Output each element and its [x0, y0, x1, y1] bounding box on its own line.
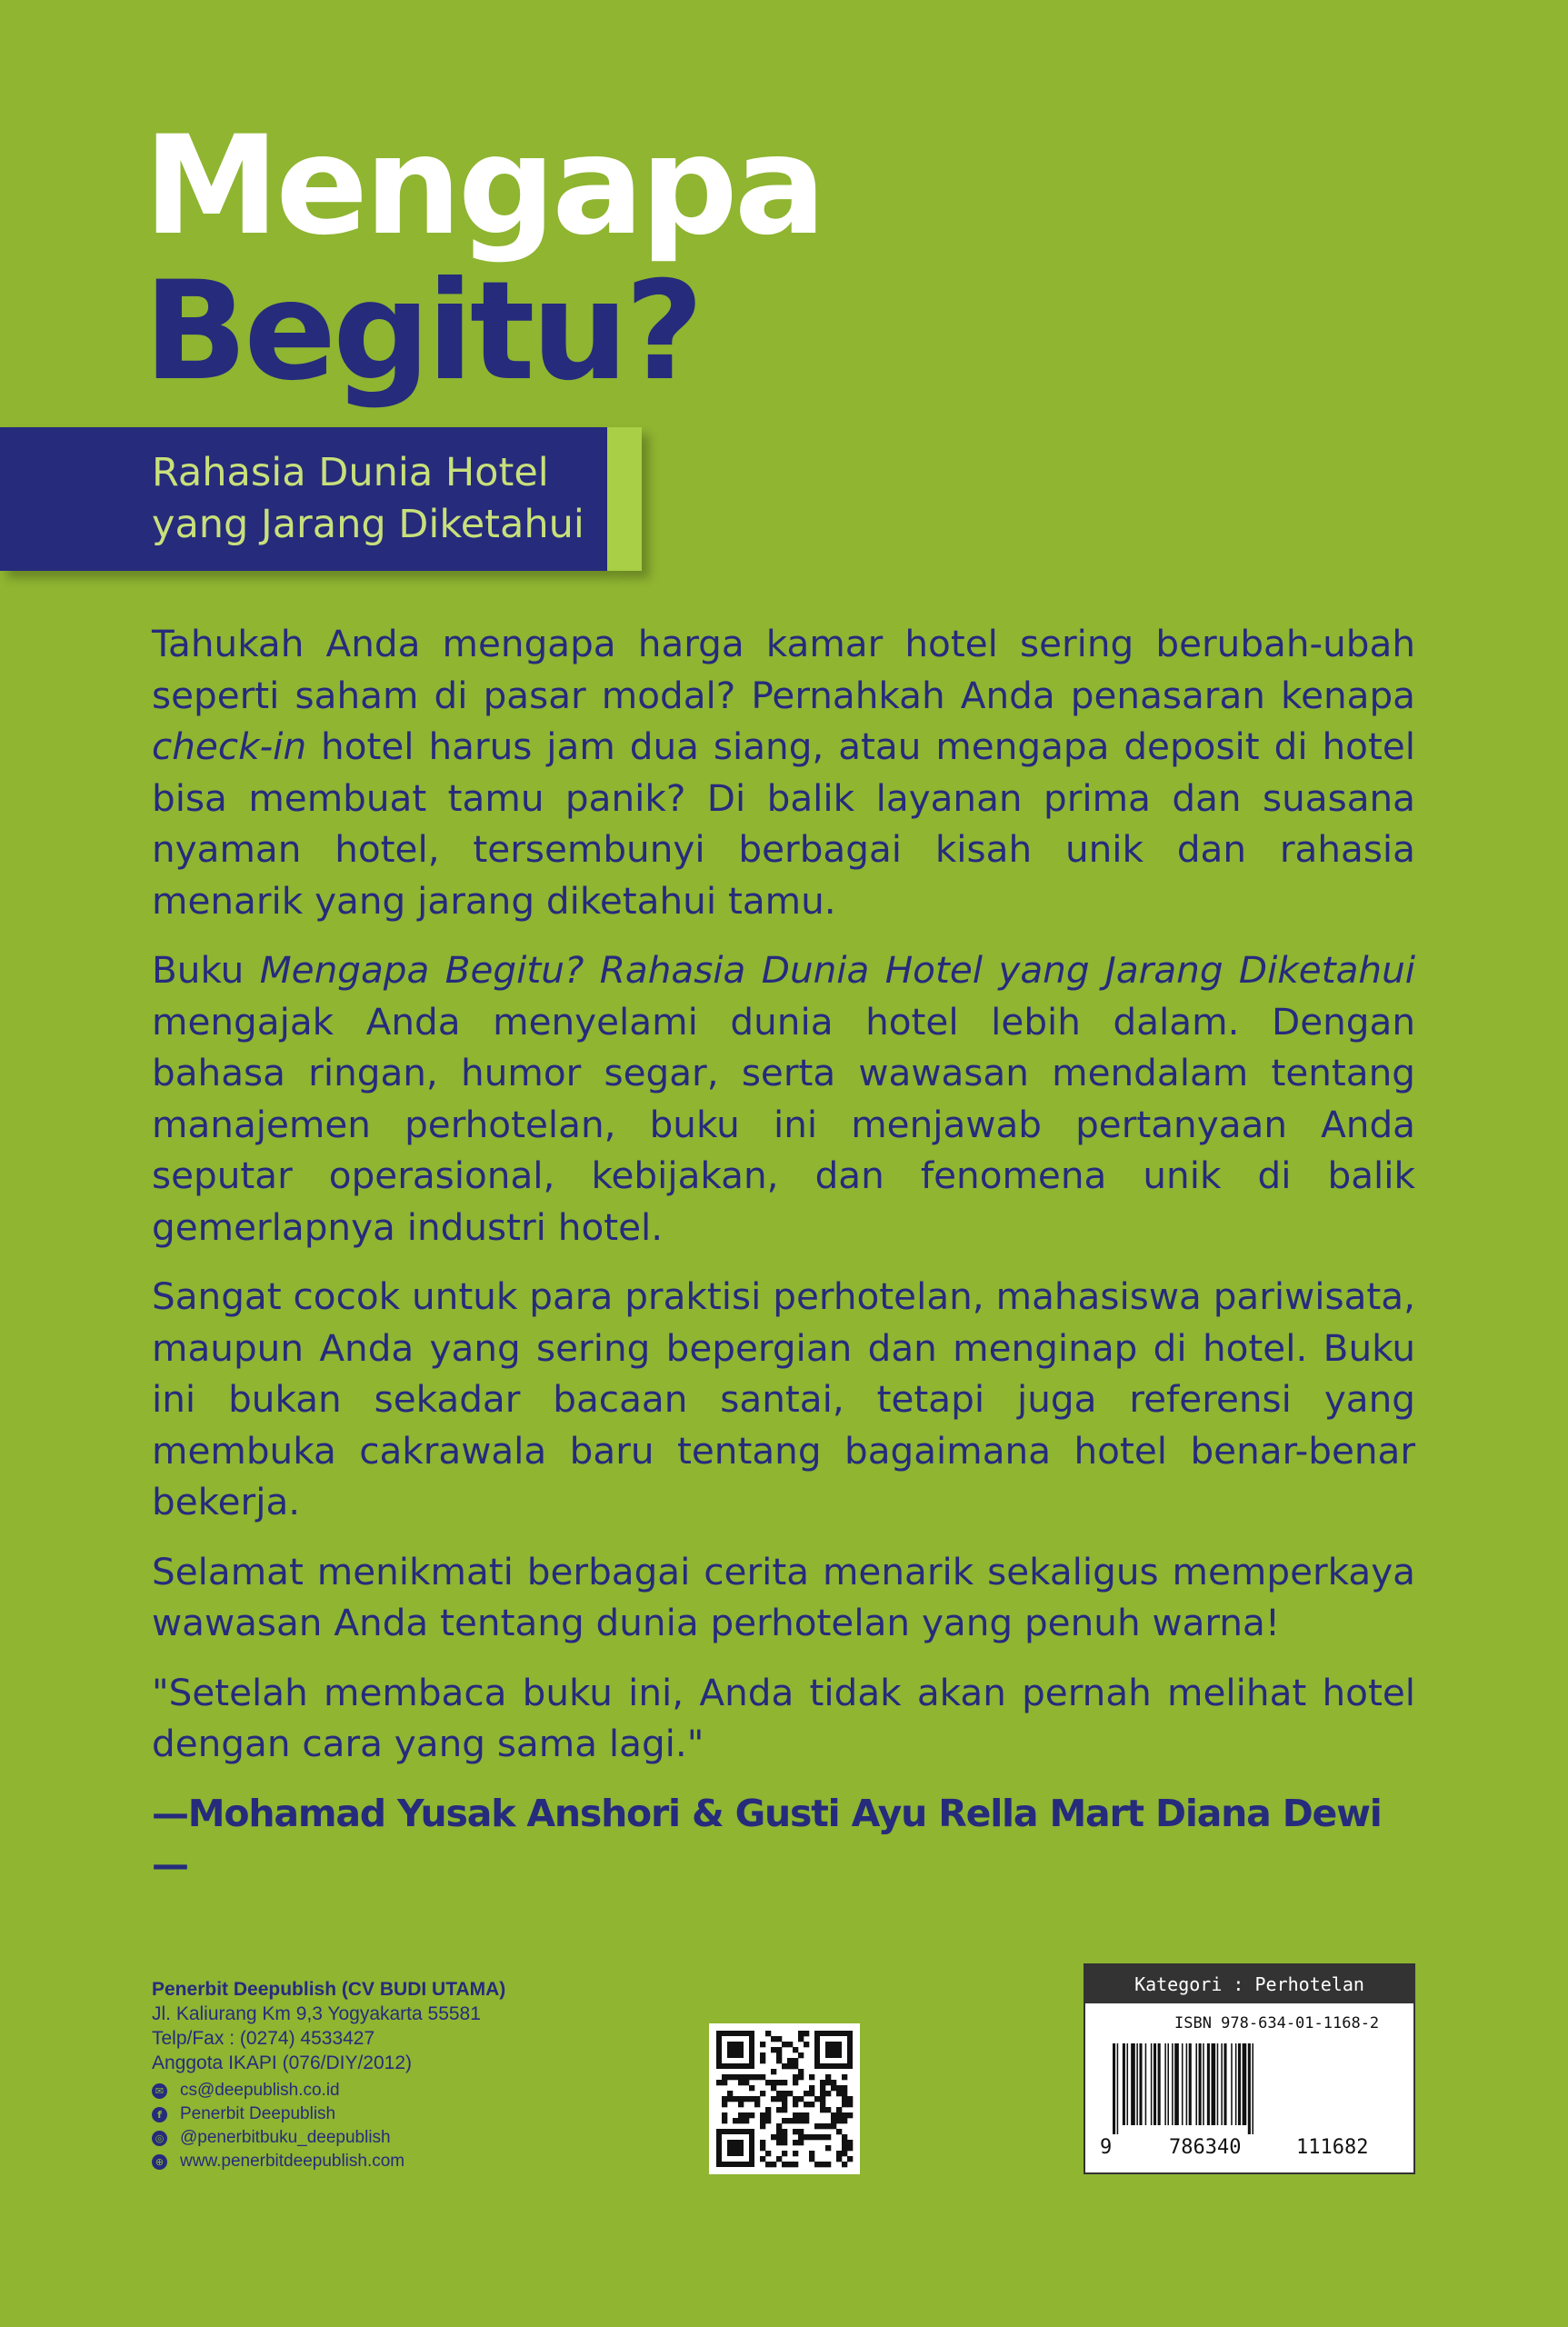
- italic-book-title: Mengapa Begitu? Rahasia Dunia Hotel yang Jarang Diketahui: [259, 948, 1416, 992]
- contact-website: ⊕ www.penerbitdeepublish.com: [152, 2150, 661, 2173]
- blurb: [152, 618, 1415, 1909]
- globe-icon: ⊕: [152, 2154, 167, 2170]
- barcode-box: [1084, 1963, 1415, 2174]
- publisher-name: Penerbit Deepublish (CV BUDI UTAMA): [152, 1979, 506, 2000]
- cover-title-line1: Mengapa: [144, 107, 823, 265]
- subtitle-line1: Rahasia Dunia Hotel: [152, 450, 549, 495]
- publisher-info: [152, 1977, 661, 2173]
- blurb-paragraph-1: Tahukah Anda mengapa harga kamar hotel sering berubah-ubah seperti saham di pasar modal? Pernahkah Anda penasaran kenapa check-in hotel harus jam dua siang, atau mengapa deposit di hotel bisa membuat tamu panik? Di balik layanan prima dan suasana nyaman hotel, tersembunyi berbagai kisah unik dan rahasia menarik yang jarang diketahui tamu.: [152, 622, 1415, 923]
- isbn-label: ISBN 978-634-01-1168-2: [1174, 2014, 1380, 2032]
- publisher-address: Jl. Kaliurang Km 9,3 Yogyakarta 55581: [152, 2003, 481, 2024]
- email-icon: ✉: [152, 2083, 167, 2099]
- cover-title-line2: Begitu?: [144, 253, 701, 411]
- instagram-icon: ◎: [152, 2131, 167, 2146]
- italic-checkin: check-in: [152, 724, 307, 768]
- contact-instagram: ◎ @penerbitbuku_deepublish: [152, 2126, 661, 2150]
- barcode-bars: [1113, 2043, 1390, 2134]
- publisher-phone: Telp/Fax : (0274) 4533427: [152, 2028, 375, 2049]
- blurb-paragraph-3: Sangat cocok untuk para praktisi perhotelan, mahasiswa pariwisata, maupun Anda yang sering bepergian dan menginap di hotel. Buku ini bukan sekadar bacaan santai, tetapi juga referensi yang membuka cakrawala baru tentang bagaimana hotel benar-benar bekerja.: [152, 1274, 1415, 1523]
- category-label: Kategori : Perhotelan: [1085, 1965, 1413, 2003]
- contact-email: ✉ cs@deepublish.co.id: [152, 2079, 661, 2102]
- contact-facebook: f Penerbit Deepublish: [152, 2102, 661, 2126]
- barcode-digit-first: 9: [1100, 2136, 1113, 2159]
- blurb-paragraph-4: Selamat menikmati berbagai cerita menarik sekaligus memperkaya wawasan Anda tentang dunia perhotelan yang penuh warna!: [152, 1549, 1415, 1644]
- author-line: —Mohamad Yusak Anshori & Gusti Ayu Rella Mart Diana Dewi—: [152, 1791, 1382, 1886]
- subtitle-line2: yang Jarang Diketahui: [152, 502, 584, 547]
- blurb-quote: "Setelah membaca buku ini, Anda tidak akan pernah melihat hotel dengan cara yang sama lagi.": [152, 1670, 1415, 1765]
- facebook-icon: f: [152, 2107, 167, 2122]
- barcode-digit-group2: 111682: [1296, 2136, 1369, 2159]
- publisher-member: Anggota IKAPI (076/DIY/2012): [152, 2052, 413, 2073]
- blurb-paragraph-2: Buku Mengapa Begitu? Rahasia Dunia Hotel yang Jarang Diketahui mengajak Anda menyelami dunia hotel lebih dalam. Dengan bahasa ringan, humor segar, serta wawasan mendalam tentang manajemen perhotelan, buku ini menjawab pertanyaan Anda seputar operasional, kebijakan, dan fenomena unik di balik gemerlapnya industri hotel.: [152, 948, 1416, 1249]
- qr-code: [709, 2023, 860, 2174]
- barcode-digit-group1: 786340: [1169, 2136, 1242, 2159]
- subtitle: [152, 447, 624, 551]
